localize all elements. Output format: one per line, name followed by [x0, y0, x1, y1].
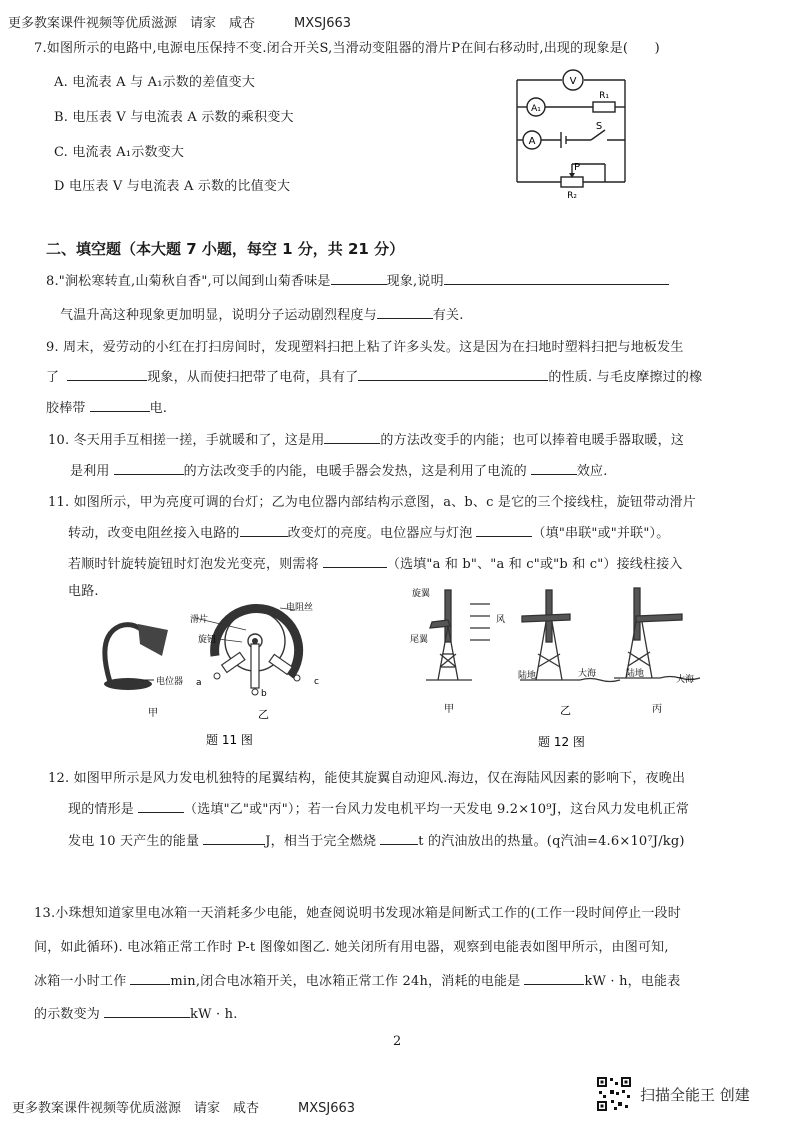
switch-label: S: [595, 121, 603, 132]
q12-text-e: t 的汽油放出的热量。(q汽油=4.6×10⁷J/kg): [418, 834, 685, 849]
fig11-label-knob: 旋钮: [198, 635, 217, 645]
page-footer: 更多教案课件视频等优质滋源 请家 咸杏 MXSJ663: [12, 1101, 356, 1116]
page-header: 更多教案课件视频等优质滋源 请家 咸杏 MXSJ663: [8, 16, 352, 31]
q8-line1: [46, 270, 669, 289]
q9-line1: 9. 周末，爱劳动的小红在打扫房间时，发现塑料扫把上粘了许多头发。这是因为在扫地时塑料扫把与地板发生: [46, 340, 684, 355]
q8-text-a: 8."涧松寒转直,山菊秋自香",可以闻到山菊香味是: [46, 274, 331, 289]
q13-text-b: min,闭合电冰箱开关，电冰箱正常工作 24h，消耗的电能是: [170, 974, 521, 989]
answer-blank[interactable]: [476, 524, 532, 537]
q10-line1: [48, 429, 684, 448]
fig11-sub-jia: 甲: [148, 708, 158, 719]
answer-blank[interactable]: [331, 272, 387, 285]
fig12-label-wind: 风: [496, 615, 506, 625]
q9-text-e: 电.: [149, 401, 168, 416]
q11-text-e: （选填"a 和 b"、"a 和 c"或"b 和 c"）接线柱接入: [386, 557, 683, 572]
fig11-label-c: c: [314, 677, 319, 687]
fig12-sub-yi: 乙: [560, 704, 571, 717]
q13-text-d: 的示数变为: [34, 1007, 101, 1022]
fig12-caption: 题 12 图: [538, 735, 585, 749]
fig12-label-sea-1: 大海: [578, 669, 597, 679]
q8-text-d: 有关.: [432, 308, 464, 323]
q13-line3: [34, 970, 680, 989]
q13-text-e: kW · h.: [190, 1007, 238, 1022]
answer-blank[interactable]: [104, 1005, 190, 1018]
q11-line1: 11. 如图所示，甲为亮度可调的台灯；乙为电位器内部结构示意图，a、b、c 是它的三个接线柱，旋钮带动滑片: [48, 495, 696, 510]
q12-text-a: 现的情形是: [68, 802, 135, 817]
q11-text-c: （填"串联"或"并联"）。: [532, 526, 670, 541]
answer-blank[interactable]: [130, 972, 170, 985]
fig11-label-potentiometer: 电位器: [156, 677, 184, 687]
q7-option-b: B. 电压表 V 与电流表 A 示数的乘积变大: [54, 110, 294, 125]
q10-line2: [70, 460, 608, 479]
page-number: 2: [393, 1034, 402, 1049]
q13-line2: 间，如此循环). 电冰箱正常工作时 P-t 图像如图乙. 她关闭所有用电器，观察到电能表如图甲所示，由图可知,: [34, 940, 669, 955]
q9-text-a: 了: [46, 370, 60, 385]
qr-code-icon: [596, 1076, 632, 1112]
answer-blank[interactable]: [380, 832, 418, 845]
fig12-label-tail: 尾翼: [410, 635, 429, 645]
figure-12: [400, 582, 720, 752]
answer-blank[interactable]: [203, 832, 265, 845]
answer-blank[interactable]: [531, 462, 577, 475]
answer-blank[interactable]: [240, 524, 288, 537]
figure-11: [90, 596, 350, 756]
q9-line3: [46, 397, 167, 416]
answer-blank[interactable]: [67, 368, 147, 381]
answer-blank[interactable]: [444, 272, 669, 285]
q12-text-b: （选填"乙"或"丙"）；若一台风力发电机平均一天发电 9.2×10⁹J，这台风力发电机正常: [184, 802, 690, 817]
wind-turbine-bing: [614, 588, 700, 680]
fig11-caption: 题 11 图: [206, 733, 253, 747]
wind-turbine-yi: [520, 590, 620, 682]
q11-line4: 电路.: [68, 584, 99, 599]
circuit-diagram: [505, 60, 635, 200]
q12-line1: 12. 如图甲所示是风力发电机独特的尾翼结构，能使其旋翼自动迎风.海边，仅在海陆风因素的影响下，夜晚出: [48, 771, 686, 786]
potentiometer-illustration: [195, 608, 300, 695]
answer-blank[interactable]: [377, 306, 433, 319]
q10-text-d: 的方法改变手的内能，电暖手器会发热，这是利用了电流的: [183, 464, 527, 479]
q10-text-a: 10. 冬天用手互相搓一搓，手就暖和了，这是用: [48, 433, 325, 448]
q12-text-c: 发电 10 天产生的能量: [68, 834, 200, 849]
fig11-label-a: a: [196, 678, 202, 688]
q11-line3: [68, 553, 683, 572]
answer-blank[interactable]: [524, 972, 584, 985]
q8-text-c: 气温升高这种现象更加明显，说明分子运动剧烈程度与: [60, 308, 377, 323]
fig11-sub-yi: 乙: [258, 708, 269, 721]
q7-option-d: D 电压表 V 与电流表 A 示数的比值变大: [54, 179, 291, 194]
q9-text-d: 胶棒带: [46, 401, 86, 416]
q10-text-e: 效应.: [576, 464, 608, 479]
fig12-label-rotor: 旋翼: [412, 589, 431, 599]
voltmeter-label: V: [569, 76, 577, 87]
fig11-label-wire: 电阻丝: [286, 603, 314, 613]
fig12-label-land-2: 陆地: [626, 669, 645, 679]
section-title: 二、填空题（本大题 7 小题，每空 1 分，共 21 分）: [46, 240, 405, 258]
scanner-watermark: 扫描全能王 创建: [640, 1086, 750, 1104]
q8-text-b: 现象,说明: [386, 274, 444, 289]
fig12-label-sea-2: 大海: [676, 675, 695, 685]
r1-label: R₁: [599, 91, 609, 101]
q12-line2: [68, 798, 689, 817]
ammeter-a-label: A: [528, 136, 536, 147]
q11-line2: [68, 522, 669, 541]
q13-text-c: kW · h，电能表: [584, 974, 681, 989]
q9-text-c: 的性质. 与毛皮摩擦过的橡: [548, 370, 703, 385]
q11-text-d: 若顺时针旋转旋钮时灯泡发光变亮，则需将: [68, 557, 319, 572]
answer-blank[interactable]: [358, 368, 548, 381]
slider-p-label: P: [573, 162, 581, 173]
fig11-label-slider: 滑片: [190, 615, 209, 625]
q10-text-b: 的方法改变手的内能；也可以捧着电暖手器取暖，这: [380, 433, 685, 448]
q9-line2: [46, 366, 702, 385]
fig12-sub-bing: 丙: [652, 704, 662, 715]
answer-blank[interactable]: [114, 462, 184, 475]
fig12-label-land-1: 陆地: [518, 671, 537, 681]
answer-blank[interactable]: [90, 399, 150, 412]
answer-blank[interactable]: [324, 431, 380, 444]
q12-text-d: J，相当于完全燃烧: [265, 834, 377, 849]
answer-blank[interactable]: [138, 800, 184, 813]
ammeter-a1-label: A₁: [531, 104, 541, 114]
answer-blank[interactable]: [323, 555, 387, 568]
q13-text-a: 冰箱一小时工作: [34, 974, 127, 989]
q7-option-a: A. 电流表 A 与 A₁示数的差值变大: [54, 75, 256, 90]
q7-stem: 7.如图所示的电路中,电源电压保持不变.闭合开关S,当滑动变阻器的滑片P在间右移动时,出现的现象是( ): [34, 41, 660, 56]
q11-text-a: 转动，改变电阻丝接入电路的: [68, 526, 240, 541]
wind-turbine-jia: [426, 590, 490, 680]
fig11-label-b: b: [261, 689, 267, 699]
q12-line3: [68, 830, 685, 849]
q10-text-c: 是利用: [70, 464, 110, 479]
q7-option-c: C. 电流表 A₁示数变大: [54, 145, 185, 160]
q13-line1: 13.小珠想知道家里电冰箱一天消耗多少电能，她查阅说明书发现冰箱是间断式工作的(工作一段时间停止一段时: [34, 906, 681, 921]
r2-label: R₂: [567, 191, 577, 200]
q8-line2: [60, 304, 464, 323]
fig12-sub-jia: 甲: [444, 704, 454, 715]
q9-text-b: 现象，从而使扫把带了电荷，具有了: [147, 370, 359, 385]
q13-line4: [34, 1003, 238, 1022]
q11-text-b: 改变灯的亮度。电位器应与灯泡: [287, 526, 473, 541]
